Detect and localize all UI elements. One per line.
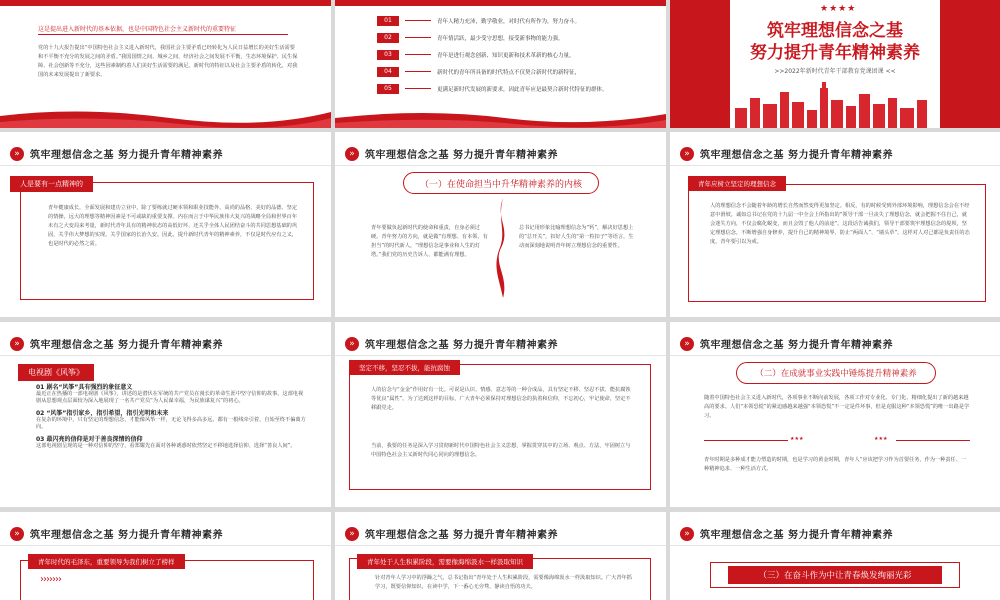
slide-1-heading: 这是提出进入新时代的基本依据，也是中国特色社会主义新时代的重要特征 xyxy=(38,26,237,33)
section-tab: 坚定不移，坚忍不拔，能抗腐蚀 xyxy=(349,360,460,375)
point-text: 在复杂的环境中，只有坚定的理想信念，才能像风筝一样，无论飞得多高多远，都有一根线牵引着，自始至终不偏离方向。 xyxy=(36,417,306,430)
section-title: （三）在奋斗作为中让青春焕发绚丽光彩 xyxy=(758,571,912,581)
slide-3-cover[interactable] xyxy=(670,0,1000,128)
section-tab: 电视剧《风筝》 xyxy=(18,364,94,381)
slide-12[interactable] xyxy=(670,512,1000,600)
connector-line xyxy=(405,54,431,55)
header-title: 筑牢理想信念之基 努力提升青年精神素养 xyxy=(30,340,223,351)
slide-5[interactable] xyxy=(335,132,666,317)
slide-header xyxy=(0,522,331,546)
section-title: （二）在成就事业实践中锤炼提升精神素养 xyxy=(755,369,917,379)
header-title: 筑牢理想信念之基 努力提升青年精神素养 xyxy=(700,150,893,161)
divider xyxy=(896,440,970,441)
top-band xyxy=(0,0,331,6)
list-item xyxy=(377,31,647,44)
point-title: 02 “风筝”指引家乡，指引希望，指引光明和未来 xyxy=(36,410,169,417)
circle-arrow-icon: » xyxy=(680,147,694,161)
header-title: 筑牢理想信念之基 努力提升青年精神素养 xyxy=(365,340,558,351)
list-item xyxy=(377,14,647,27)
slide-2[interactable] xyxy=(335,0,666,128)
header-title: 筑牢理想信念之基 努力提升青年精神素养 xyxy=(30,530,223,541)
section-title-pill xyxy=(403,172,599,194)
left-paragraph: 青年要做负起新时代的使命和重责，自身必须过硬。青年努力的方向，就是做“有理想、有本领、有担当”的时代新人。“理想信念是事业和人生的灯塔。”我们党的历史告诉人、都能满有理想。 xyxy=(371,225,488,258)
star-icon: ★★★★ xyxy=(820,4,857,14)
star-icon: ★★★ xyxy=(790,436,804,442)
slide-header xyxy=(670,142,1000,166)
section-title: （一）在使命担当中升华精神素养的内核 xyxy=(419,179,582,190)
slide-6[interactable] xyxy=(670,132,1000,317)
section-tab: 人是要有一点精神的 xyxy=(10,176,93,192)
slide-header xyxy=(670,522,1000,546)
list-item xyxy=(377,82,647,95)
slide-header xyxy=(670,332,1000,356)
paragraph-2: 当前，我要的任务是深入学习贯彻新时代中国特色社会主义思想，掌握贯穿其中的立场、观点、方法，牢固树立与中国特色社会主义新时代同心同向的理想信念。 xyxy=(371,443,631,458)
star-icon: ★★★ xyxy=(874,436,888,442)
connector-line xyxy=(405,20,431,21)
header-title: 筑牢理想信念之基 努力提升青年精神素养 xyxy=(700,530,893,541)
connector-line xyxy=(405,88,431,89)
paragraph-1: 人的信念与“金金”作用好有一比。可说是认识、情感、意志等的一种合成品，具有坚定不移、坚忍不拔、能抗腐蚀等优良“属性”。为了达到这样的目标，广大青年必须保持对理想信念的执着和信仰，不忘初心，牢记使命，坚定不移跟党走。 xyxy=(371,387,631,411)
paragraph-1: 随着中国特色社会主义进入新时代，各项事业不断向前发展，各项工作对专业化、专门化、精细化提出了新的越来越高的要求。人们“本领恐慌”的紧迫感越来越强“本领恐慌”不一定是件坏事，但是克服这种“本领恐慌”的唯一出路是学习。 xyxy=(704,395,970,419)
section-tab: 青年处于人生积累阶段，需要像海绵汲水一样汲取知识 xyxy=(357,554,533,569)
slide-4-paragraph: 青年健康成长，全面发展和建功立业中，除了要练就过硬本领和职业技能外，高尚的品格、美好的品德、坚定的情操，远大的理想等精神因素是不可或缺的重要支撑。内在而言于中华民族伟大复兴的战略全局和世界百年未有之大变局来考量，新时代青年具有的精神状态的高低好坏、还关乎全体人民团结奋斗的共同思想基础的巩固，关乎伟大梦想的实现。关乎国家的长治久安。因此，提升新时代青年的精神素养，不仅是时代应有之义，也是时代的必然之需。 xyxy=(48,205,298,247)
slide-1-paragraph: 党的十九大报告提出“中国特色社会主义进入新时代，我国社会主要矛盾已经转化为人民日益增长的美好生活需要和不平衡不充分的发展之间的矛盾。”我国国情之间、城乡之间、经济社会之间发展不平衡，生态环境保护、民生保障、社会创新等不充分，这些因素制约着人们美好生活需要的满足。新时代的特征以及社会主要矛盾的转化，对我国的未来发展提出了新要求。 xyxy=(38,45,298,78)
slide-1[interactable] xyxy=(0,0,331,128)
slide-header xyxy=(335,142,666,166)
header-title: 筑牢理想信念之基 努力提升青年精神素养 xyxy=(365,530,558,541)
circle-arrow-icon: » xyxy=(345,337,359,351)
header-title: 筑牢理想信念之基 努力提升青年精神素养 xyxy=(700,340,893,351)
section-title-pill xyxy=(736,362,936,384)
wave-decoration xyxy=(335,106,666,128)
item-number: 05 xyxy=(377,84,399,94)
connector-line xyxy=(405,37,431,38)
list-item xyxy=(377,65,647,78)
slide-6-paragraph: 人的理想信念不会随着年龄的增长自然而然变得更加坚定。相反，有的时候受到外部环境影响，理想信念会在不经意中滑坡。诚如总书记在党的十九届一中全会上所指出的“领导干部一旦丧失了理想信念，就会把握不住自己，就会迷失方向，不仅会腐化蜕变，而且会毁了他人的前途”。这段话告诫我们，领导干部要筑牢理想信念的堤坝，坚定理想信念，不断增强自身修养，提升自己的精神境界，防止“两面人”、“墙头草”，这样对人对己都是负责任的态度。青年要引以为戒。 xyxy=(710,203,970,245)
slide-10[interactable] xyxy=(0,512,331,600)
content-frame xyxy=(349,364,651,490)
section-title-box xyxy=(728,566,942,584)
circle-arrow-icon: » xyxy=(10,147,24,161)
ribbon-flame-icon xyxy=(493,198,513,298)
point-text: 这部电视剧呈现的是一种对信仰的坚守，看郑耀先在面对各种诱惑时依然坚定不移地选择信仰、选择“善良人间”。 xyxy=(36,443,296,449)
slide-header xyxy=(0,142,331,166)
item-number: 02 xyxy=(377,33,399,43)
item-text: 青年人精力充沛，勤学敬业，对时代有所作为，努力奋斗。 xyxy=(437,18,581,25)
slide-header xyxy=(335,332,666,356)
item-number: 04 xyxy=(377,67,399,77)
slide-11[interactable] xyxy=(335,512,666,600)
point-title: 01 剧名“风筝”具有强烈的象征意义 xyxy=(36,384,133,391)
city-skyline-icon xyxy=(730,80,940,128)
cover-title-2: 努力提升青年精神素养 xyxy=(750,43,920,63)
circle-arrow-icon: » xyxy=(345,527,359,541)
item-number: 01 xyxy=(377,16,399,26)
cover-subtitle: >>2022年新时代青年干部教育党课团课 << xyxy=(774,68,896,75)
slide-4[interactable] xyxy=(0,132,331,317)
slide-header xyxy=(335,522,666,546)
heading-rule xyxy=(38,34,288,35)
slide-9[interactable] xyxy=(670,322,1000,507)
header-title: 筑牢理想信念之基 努力提升青年精神素养 xyxy=(30,150,223,161)
header-title: 筑牢理想信念之基 努力提升青年精神素养 xyxy=(365,150,558,161)
top-band xyxy=(335,0,666,6)
section-tab: 青年应树立坚定的理想信念 xyxy=(688,176,786,191)
slide-7[interactable] xyxy=(0,322,331,507)
point-text: 最近正在热播的一部电视剧《风筝》，讲述的是潜伏在军统的共产党员在漫长的革命生涯中坚守信仰的故事。这部电视剧从思想观点层面较为深入地展现了一名共产党员“为人民谋幸福，为民族谋复兴”的初心。 xyxy=(36,391,304,404)
item-text: 青年是进行观念创新、知识更新和技术革新的核心力量。 xyxy=(437,52,575,59)
wave-decoration xyxy=(0,106,331,128)
slide-header xyxy=(0,332,331,356)
connector-line xyxy=(405,71,431,72)
item-text: 青年情活跃，最少受守思想，接受新事物的能力强。 xyxy=(437,35,564,42)
circle-arrow-icon: » xyxy=(10,337,24,351)
point-list xyxy=(36,382,306,450)
circle-arrow-icon: » xyxy=(680,337,694,351)
slide-8[interactable] xyxy=(335,322,666,507)
circle-arrow-icon: » xyxy=(345,147,359,161)
cover-title-1: 筑牢理想信念之基 xyxy=(767,21,903,41)
circle-arrow-icon: » xyxy=(680,527,694,541)
right-paragraph: 总书记用形象比喻理想信念为“钙”，解决好思想上的“总开关”，扣好人生的“第一粒扣子”等语言，生动而深刻地说明青年树立理想信念的重要性。 xyxy=(519,225,634,249)
section-tab: 青年时代的毛泽东，重要领导为我们树立了榜样 xyxy=(28,554,185,569)
point-title: 03 最闪亮的信仰是对于善良深情的信仰 xyxy=(36,436,143,443)
list-item xyxy=(377,48,647,61)
divider xyxy=(704,440,788,441)
chevron-right-icon: ››››››› xyxy=(40,574,61,585)
item-number: 03 xyxy=(377,50,399,60)
slide-11-paragraph: 针对青年人学习中的浮躁之气，总书记指出“青年处于人生积累阶段，需要像海绵汲水一样汲取知识。广大青年抓学习，既要信仰知识，在读中学，下一番心无旁骛、静读自悟的功夫。 xyxy=(375,575,632,590)
item-text: 更满足新时代发展的新要求，因此青年应是最契合新时代特征的群体。 xyxy=(437,86,608,93)
item-text: 新时代的青年所具备的时代特点不仅契合新时代的新特征， xyxy=(437,69,581,76)
paragraph-2: 青年时期是多种成才能力塑造的时期，也是学习的黄金时期，青年人“应该把学习作为首要任务，作为一种责任、一种精神追求、一种生活方式。 xyxy=(704,457,967,472)
circle-arrow-icon: » xyxy=(10,527,24,541)
numbered-list xyxy=(377,14,647,99)
